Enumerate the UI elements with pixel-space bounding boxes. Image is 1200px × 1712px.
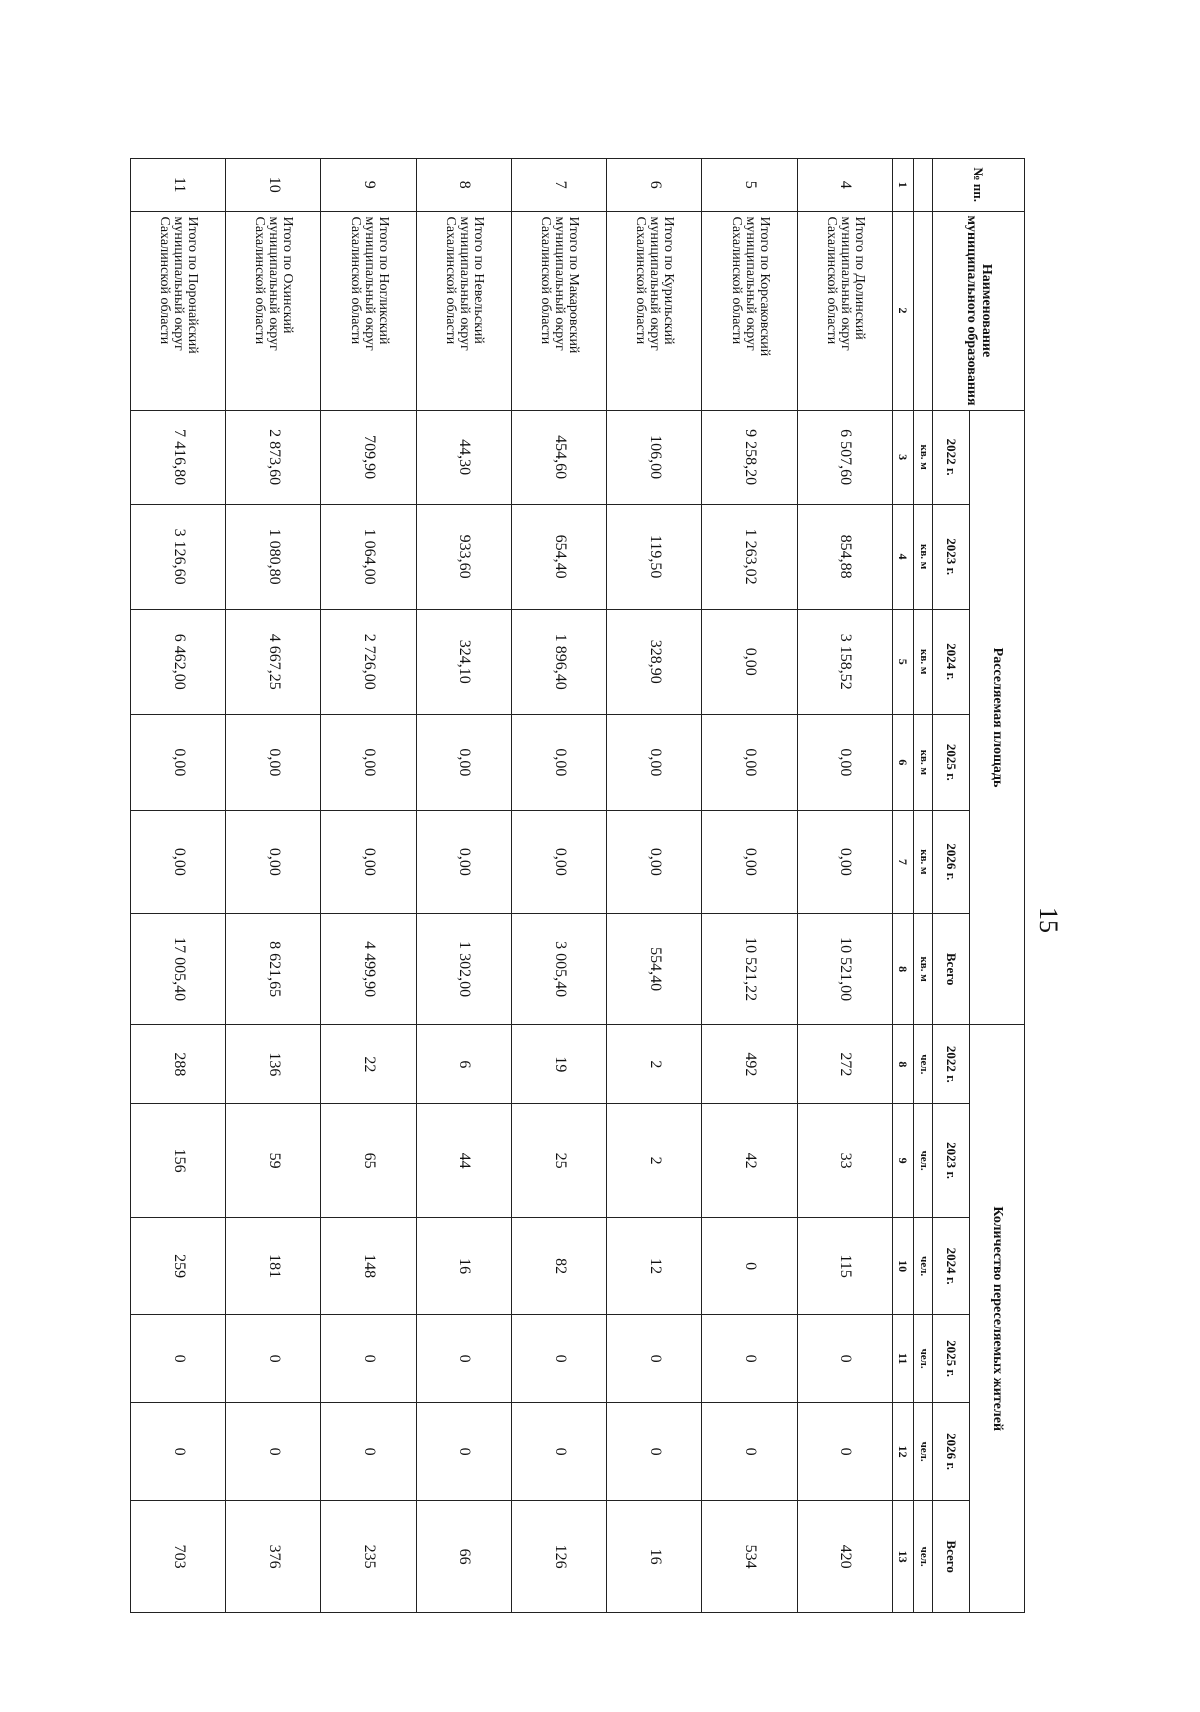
people-value: 6 (416, 1025, 511, 1104)
people-value: 534 (702, 1501, 797, 1613)
people-value: 59 (226, 1104, 321, 1218)
units-row (914, 159, 933, 1613)
area-value: 328,90 (607, 609, 702, 714)
area-value: 0,00 (416, 810, 511, 913)
unit-cell: кв. м (914, 410, 933, 504)
people-value: 12 (607, 1217, 702, 1314)
people-value: 44 (416, 1104, 511, 1218)
area-value: 3 005,40 (512, 913, 607, 1025)
municipality-name: Итого по Долинский муниципальный округ Сахалинской области (797, 211, 892, 410)
header-area-year: 2022 г. (933, 410, 970, 504)
municipality-name: Итого по Корсаковский муниципальный округ Сахалинской области (702, 211, 797, 410)
area-value: 7 416,80 (131, 410, 226, 504)
area-value: 654,40 (512, 504, 607, 609)
row-number: 8 (416, 159, 511, 212)
table-row (702, 159, 797, 1613)
area-value: 1 263,02 (702, 504, 797, 609)
people-value: 492 (702, 1025, 797, 1104)
column-number: 8 (893, 913, 914, 1025)
header-area-group: Расселяемая площадь (970, 410, 1025, 1025)
area-value: 0,00 (607, 714, 702, 810)
municipality-name: Итого по Поронайский муниципальный округ Сахалинской области (131, 211, 226, 410)
people-value: 0 (226, 1315, 321, 1403)
people-value: 0 (797, 1402, 892, 1500)
area-value: 6 462,00 (131, 609, 226, 714)
column-number: 12 (893, 1402, 914, 1500)
column-number: 6 (893, 714, 914, 810)
people-value: 0 (512, 1402, 607, 1500)
people-value: 0 (416, 1315, 511, 1403)
area-value: 2 726,00 (321, 609, 416, 714)
area-value: 0,00 (131, 714, 226, 810)
table-row (797, 159, 892, 1613)
area-value: 0,00 (226, 714, 321, 810)
area-value: 0,00 (702, 810, 797, 913)
page-number: 15 (1034, 907, 1063, 933)
unit-cell: кв. м (914, 504, 933, 609)
area-value: 119,50 (607, 504, 702, 609)
municipality-name: Итого по Курильский муниципальный округ Сахалинской области (607, 211, 702, 410)
unit-cell: кв. м (914, 714, 933, 810)
people-value: 0 (226, 1402, 321, 1500)
header-area-total: Всего (933, 913, 970, 1025)
people-value: 703 (131, 1501, 226, 1613)
area-value: 709,90 (321, 410, 416, 504)
people-value: 0 (607, 1402, 702, 1500)
unit-cell: чел. (914, 1402, 933, 1500)
unit-cell: чел. (914, 1217, 933, 1314)
people-value: 0 (416, 1402, 511, 1500)
area-value: 106,00 (607, 410, 702, 504)
area-value: 4 499,90 (321, 913, 416, 1025)
people-value: 0 (702, 1315, 797, 1403)
people-value: 288 (131, 1025, 226, 1104)
people-value: 126 (512, 1501, 607, 1613)
area-value: 0,00 (131, 810, 226, 913)
people-value: 235 (321, 1501, 416, 1613)
people-value: 0 (607, 1315, 702, 1403)
area-value: 0,00 (702, 714, 797, 810)
area-value: 10 521,22 (702, 913, 797, 1025)
row-number: 9 (321, 159, 416, 212)
table-body (131, 159, 893, 1613)
area-value: 454,60 (512, 410, 607, 504)
people-value: 19 (512, 1025, 607, 1104)
area-value: 0,00 (321, 810, 416, 913)
people-value: 25 (512, 1104, 607, 1218)
row-number: 4 (797, 159, 892, 212)
rotated-table-container (130, 158, 1025, 1613)
unit-cell: чел. (914, 1315, 933, 1403)
municipality-name: Итого по Невельский муниципальный округ Сахалинской области (416, 211, 511, 410)
table-row (416, 159, 511, 1613)
column-number: 9 (893, 1104, 914, 1218)
people-value: 0 (321, 1402, 416, 1500)
people-value: 420 (797, 1501, 892, 1613)
area-value: 554,40 (607, 913, 702, 1025)
people-value: 0 (131, 1315, 226, 1403)
area-value: 3 126,60 (131, 504, 226, 609)
area-value: 9 258,20 (702, 410, 797, 504)
row-number: 7 (512, 159, 607, 212)
header-area-year: 2025 г. (933, 714, 970, 810)
unit-cell: кв. м (914, 913, 933, 1025)
area-value: 3 158,52 (797, 609, 892, 714)
unit-cell: кв. м (914, 810, 933, 913)
area-value: 1 080,80 (226, 504, 321, 609)
header-name: Наименование муниципального образования (933, 211, 1025, 410)
row-number: 6 (607, 159, 702, 212)
column-number: 10 (893, 1217, 914, 1314)
area-value: 0,00 (797, 714, 892, 810)
area-value: 0,00 (416, 714, 511, 810)
municipality-name: Итого по Ногликский муниципальный округ Сахалинской области (321, 211, 416, 410)
column-number: 5 (893, 609, 914, 714)
people-value: 0 (702, 1217, 797, 1314)
column-numbers-row (893, 159, 914, 1613)
people-value: 42 (702, 1104, 797, 1218)
people-value: 156 (131, 1104, 226, 1218)
unit-cell (914, 159, 933, 212)
resettlement-table (130, 158, 1025, 1613)
people-value: 259 (131, 1217, 226, 1314)
header-area-year: 2024 г. (933, 609, 970, 714)
unit-cell: чел. (914, 1501, 933, 1613)
people-value: 0 (131, 1402, 226, 1500)
unit-cell (914, 211, 933, 410)
table-row (131, 159, 226, 1613)
area-value: 933,60 (416, 504, 511, 609)
header-num: № пп. (933, 159, 1025, 212)
row-number: 5 (702, 159, 797, 212)
area-value: 4 667,25 (226, 609, 321, 714)
header-area-year: 2023 г. (933, 504, 970, 609)
header-people-year: 2024 г. (933, 1217, 970, 1314)
area-value: 0,00 (797, 810, 892, 913)
column-number: 7 (893, 810, 914, 913)
unit-cell: чел. (914, 1025, 933, 1104)
municipality-name: Итого по Охинский муниципальный округ Сахалинской области (226, 211, 321, 410)
column-number: 11 (893, 1315, 914, 1403)
people-value: 65 (321, 1104, 416, 1218)
people-value: 272 (797, 1025, 892, 1104)
column-number: 4 (893, 504, 914, 609)
column-number: 1 (893, 159, 914, 212)
area-value: 1 896,40 (512, 609, 607, 714)
area-value: 0,00 (321, 714, 416, 810)
area-value: 2 873,60 (226, 410, 321, 504)
header-people-year: 2026 г. (933, 1402, 970, 1500)
table-row (321, 159, 416, 1613)
area-value: 1 302,00 (416, 913, 511, 1025)
row-number: 10 (226, 159, 321, 212)
area-value: 1 064,00 (321, 504, 416, 609)
row-number: 11 (131, 159, 226, 212)
area-value: 854,88 (797, 504, 892, 609)
area-value: 0,00 (607, 810, 702, 913)
people-value: 82 (512, 1217, 607, 1314)
column-number: 2 (893, 211, 914, 410)
area-value: 0,00 (702, 609, 797, 714)
area-value: 324,10 (416, 609, 511, 714)
people-value: 115 (797, 1217, 892, 1314)
people-value: 181 (226, 1217, 321, 1314)
people-value: 22 (321, 1025, 416, 1104)
column-number: 13 (893, 1501, 914, 1613)
header-people-group: Количество переселяемых жителей (970, 1025, 1025, 1613)
table-row (226, 159, 321, 1613)
municipality-name: Итого по Макаровский муниципальный округ Сахалинской области (512, 211, 607, 410)
people-value: 136 (226, 1025, 321, 1104)
header-people-total: Всего (933, 1501, 970, 1613)
header-area-year: 2026 г. (933, 810, 970, 913)
people-value: 376 (226, 1501, 321, 1613)
table-row (512, 159, 607, 1613)
column-number: 3 (893, 410, 914, 504)
people-value: 0 (797, 1315, 892, 1403)
area-value: 10 521,00 (797, 913, 892, 1025)
unit-cell: чел. (914, 1104, 933, 1218)
people-value: 16 (416, 1217, 511, 1314)
people-value: 33 (797, 1104, 892, 1218)
unit-cell: кв. м (914, 609, 933, 714)
people-value: 66 (416, 1501, 511, 1613)
area-value: 17 005,40 (131, 913, 226, 1025)
people-value: 148 (321, 1217, 416, 1314)
people-value: 0 (702, 1402, 797, 1500)
header-people-year: 2023 г. (933, 1104, 970, 1218)
area-value: 8 621,65 (226, 913, 321, 1025)
people-value: 16 (607, 1501, 702, 1613)
people-value: 2 (607, 1104, 702, 1218)
people-value: 0 (321, 1315, 416, 1403)
area-value: 44,30 (416, 410, 511, 504)
people-value: 2 (607, 1025, 702, 1104)
area-value: 6 507,60 (797, 410, 892, 504)
column-number: 8 (893, 1025, 914, 1104)
area-value: 0,00 (512, 810, 607, 913)
area-value: 0,00 (226, 810, 321, 913)
people-value: 0 (512, 1315, 607, 1403)
area-value: 0,00 (512, 714, 607, 810)
header-people-year: 2025 г. (933, 1315, 970, 1403)
header-people-year: 2022 г. (933, 1025, 970, 1104)
table-row (607, 159, 702, 1613)
